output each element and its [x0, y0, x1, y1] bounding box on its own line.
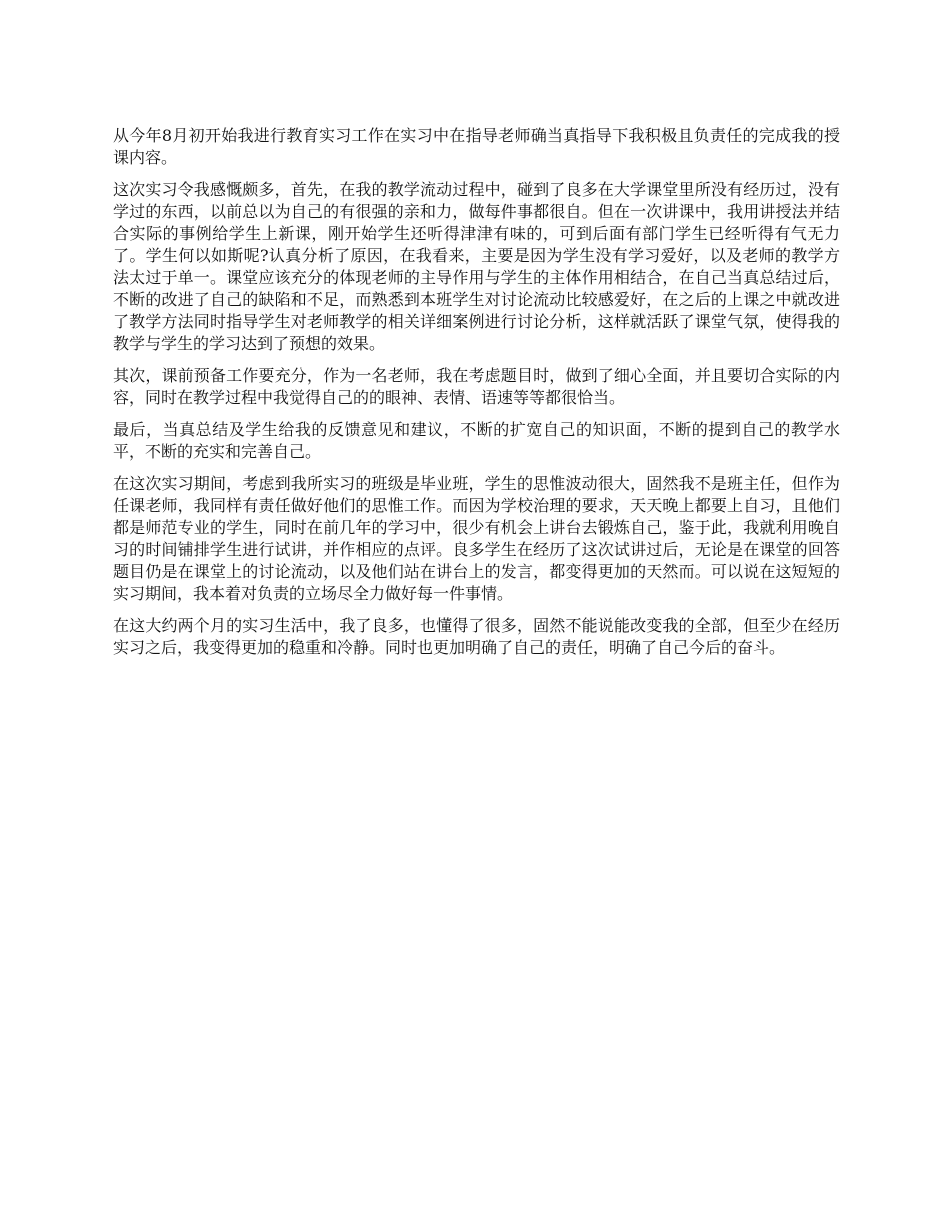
document-body: [113, 125, 840, 669]
paragraph-preparation: 其次，课前预备工作要充分，作为一名老师，我在考虑题目时，做到了细心全面，并且要切合实际的内容，同时在教学过程中我觉得自己的的眼神、表情、语速等等都很恰当。: [113, 366, 840, 407]
paragraph-teaching-reflection: 这次实习令我感慨颇多，首先，在我的教学流动过程中，碰到了良多在大学课堂里所没有经历过，没有学过的东西，以前总以为自己的有很强的亲和力，做每件事都很自。但在一次讲课中，我用讲授法并结合实际的事例给学生上新课，刚开始学生还听得津津有味的，可到后面有部门学生已经听得有气无力了。学生何以如斯呢?认真分析了原因，在我看来，主要是因为学生没有学习爱好，以及老师的教学方法太过于单一。课堂应该充分的体现老师的主导作用与学生的主体作用相结合，在自己当真总结过后，不断的改进了自己的缺陷和不足，而熟悉到本班学生对讨论流动比较感爱好，在之后的上课之中就改进了教学方法同时指导学生对老师教学的相关详细案例进行讨论分析，这样就活跃了课堂气氛，使得我的教学与学生的学习达到了预想的效果。: [113, 180, 840, 353]
paragraph-summary-feedback: 最后，当真总结及学生给我的反馈意见和建议，不断的扩宽自己的知识面，不断的提到自己的教学水平，不断的充实和完善自己。: [113, 420, 840, 461]
paragraph-student-guidance: 在这次实习期间，考虑到我所实习的班级是毕业班，学生的思惟波动很大，固然我不是班主任，但作为任课老师，我同样有责任做好他们的思惟工作。而因为学校治理的要求，天天晚上都要上自习，且他们都是师范专业的学生，同时在前几年的学习中，很少有机会上讲台去锻炼自己，鉴于此，我就利用晚自习的时间铺排学生进行试讲，并作相应的点评。良多学生在经历了这次试讲过后，无论是在课堂的回答题目仍是在课堂上的讨论流动，以及他们站在讲台上的发言，都变得更加的天然而。可以说在这短短的实习期间，我本着对负责的立场尽全力做好每一件事情。: [113, 474, 840, 603]
paragraph-intro: 从今年8月初开始我进行教育实习工作在实习中在指导老师确当真指导下我积极且负责任的完成我的授课内容。: [113, 126, 840, 167]
paragraph-conclusion: 在这大约两个月的实习生活中，我了良多，也懂得了很多，固然不能说能改变我的全部，但至少在经历实习之后，我变得更加的稳重和冷静。同时也更加明确了自己的责任，明确了自己今后的奋斗。: [113, 616, 840, 657]
